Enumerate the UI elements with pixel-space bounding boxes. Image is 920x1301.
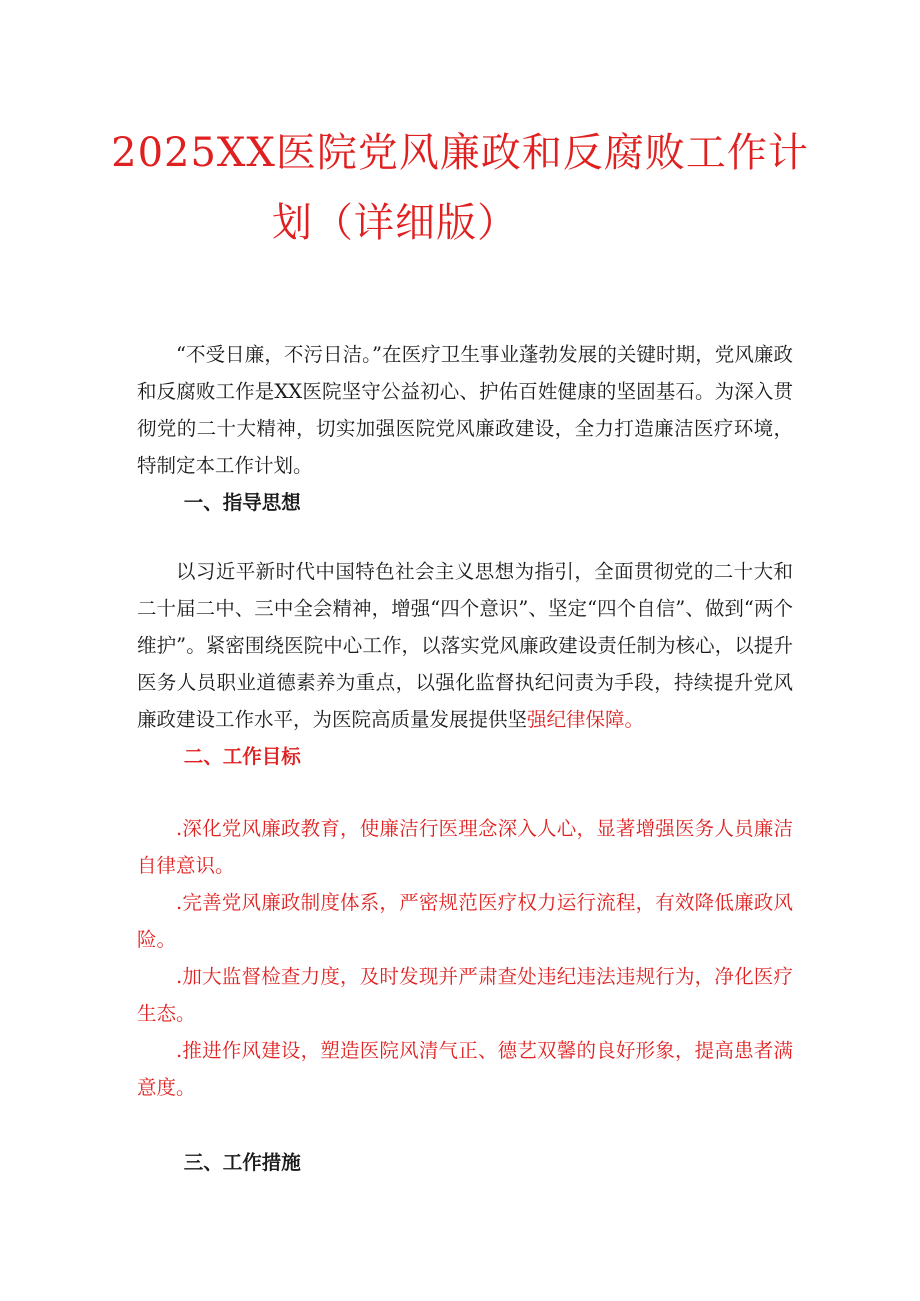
document-body (137, 336, 793, 1181)
title-line-1: 2025XX医院党风廉政和反腐败工作计 (111, 130, 809, 176)
section-heading-work-goals: 二、工作目标 (183, 745, 301, 768)
goal-item: .推进作风建设，塑造医院风清气正、德艺双馨的良好形象，提高患者满意度。 (137, 1039, 793, 1099)
guiding-ideology-text-tail: 强纪律保障。 (527, 708, 645, 731)
spacer (137, 1106, 793, 1144)
goal-item: .深化党风廉政教育，使廉洁行医理念深入人心，显著增强医务人员廉洁自律意识。 (137, 817, 793, 877)
intro-paragraph: “不受日廉，不污日洁。”在医疗卫生事业蓬勃发展的关键时期，党风廉政和反腐败工作是XX医院坚守公益初心、护佑百姓健康的坚固基石。为深入贯彻党的二十大精神，切实加强医院党风廉政建设，全力打造廉洁医疗环境，特制定本工作计划。 (137, 343, 793, 477)
guiding-ideology-text: 以习近平新时代中国特色社会主义思想为指引，全面贯彻党的二十大和二十届二中、三中全会精神，增强“四个意识”、坚定“四个自信”、做到“两个维护”。紧密围绕医院中心工作，以落实党风廉政建设责任制为核心，以提升医务人员职业道德素养为重点，以强化监督执纪问责为手段，持续提升党风廉政建设工作水平，为医院高质量发展提供坚 (137, 560, 793, 731)
document-title (0, 118, 920, 258)
section-heading-work-measures: 三、工作措施 (183, 1151, 301, 1174)
spacer (137, 521, 793, 553)
goal-item: .完善党风廉政制度体系，严密规范医疗权力运行流程，有效降低廉政风险。 (137, 891, 793, 951)
goal-item: .加大监督检查力度，及时发现并严肃查处违纪违法违规行为，净化医疗生态。 (137, 965, 793, 1025)
section-heading-guiding-ideology: 一、指导思想 (183, 491, 301, 514)
guiding-ideology-paragraph (137, 553, 793, 738)
title-line-2: 划（详细版） (272, 200, 518, 246)
spacer (137, 775, 793, 810)
